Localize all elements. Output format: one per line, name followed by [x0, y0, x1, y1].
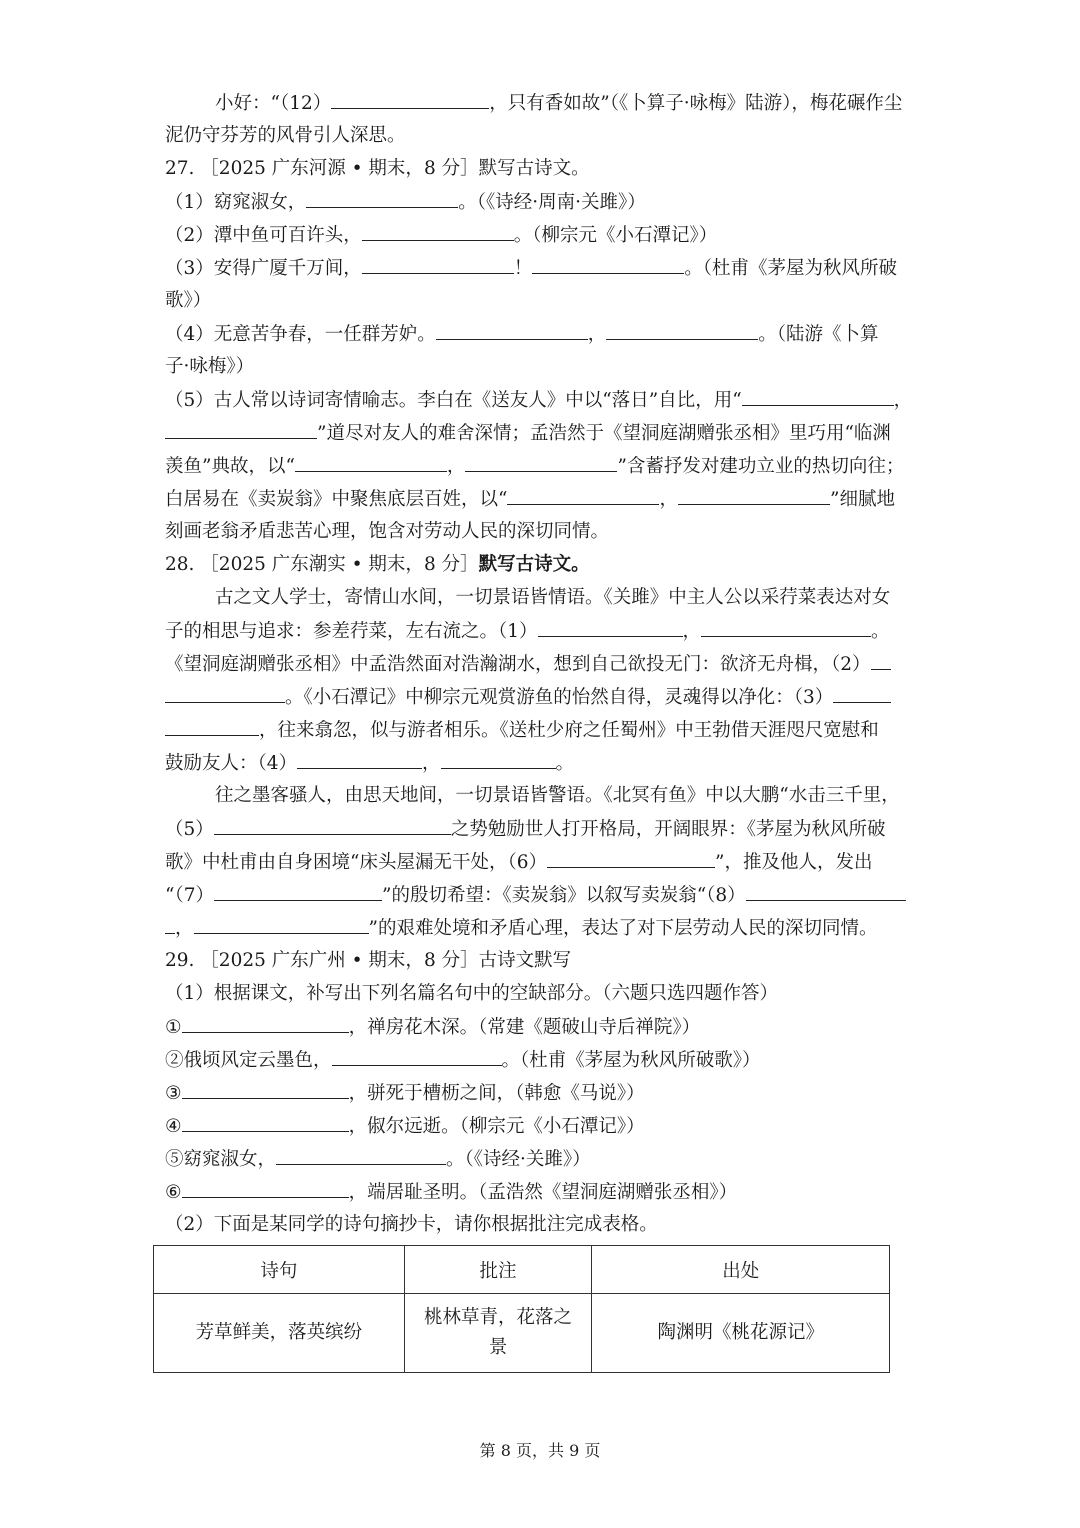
question-text: （2）潭中鱼可百许头，: [165, 225, 362, 246]
text-line: [165, 1043, 761, 1076]
answer-blank: [746, 878, 906, 901]
answer-blank: [436, 317, 588, 340]
answer-blank: [871, 647, 891, 670]
question-text: ！: [513, 258, 533, 279]
answer-blank: [833, 680, 891, 703]
question-text: ，: [175, 918, 194, 939]
text-line: [165, 449, 904, 482]
question-text: 29. ［2025 广东广州 • 期末，8 分］古诗文默写: [165, 950, 572, 971]
text-line: [165, 548, 590, 581]
question-text: ”的殷切希望：《卖炭翁》以叙写卖炭翁“（8）: [381, 885, 746, 906]
text-line: [165, 713, 879, 746]
text-line: [165, 878, 906, 911]
answer-blank: [332, 1043, 502, 1066]
text-line: [165, 614, 890, 647]
text-line: [215, 779, 900, 812]
question-text: 27. ［2025 广东河源 • 期末，8 分］默写古诗文。: [165, 158, 590, 179]
table-cell-annotation: 桃林草青，花落之景: [404, 1294, 592, 1373]
answer-blank: [194, 911, 369, 934]
question-text: （1）根据课文，补写出下列名篇名句中的空缺部分。（六题只选四题作答）: [165, 983, 779, 1004]
answer-blank: [606, 317, 758, 340]
answer-blank: [362, 218, 514, 241]
answer-blank: [182, 1010, 349, 1033]
question-text: ，: [893, 390, 913, 411]
question-text: 子·咏梅》）: [165, 356, 255, 377]
question-text: 子的相思与追求：参差荇菜，左右流之。（1）: [165, 621, 538, 642]
table-header-row: [154, 1246, 890, 1294]
text-line: [165, 482, 895, 515]
question-text: ”，推及他人，发出: [714, 852, 873, 873]
text-line: [165, 977, 778, 1010]
answer-blank: [165, 713, 259, 736]
question-text: 往之墨客骚人，由思天地间，一切景语皆警语。《北冥有鱼》中以大鹏“水击三千里，: [215, 785, 900, 806]
question-text: ，: [682, 621, 702, 642]
answer-blank: [182, 1175, 349, 1198]
answer-blank: [362, 251, 514, 274]
text-line: [165, 1010, 700, 1043]
question-text: ，禅房花木深。（常建《题破山寺后禅院》）: [348, 1017, 701, 1038]
text-line: [165, 1076, 645, 1109]
answer-blank: [276, 1142, 446, 1165]
question-text: 。（陆游《卜算: [758, 324, 879, 345]
text-line: [165, 416, 891, 449]
question-text: ”道尽对友人的难舍深情；孟浩然于《望洞庭湖赠张丞相》里巧用“临渊: [317, 423, 891, 444]
answer-blank: [214, 878, 382, 901]
answer-blank: [165, 911, 175, 934]
question-text: 古之文人学士，寄情山水间，一切景语皆情语。《关雎》中主人公以采荇菜表达对女: [215, 587, 891, 608]
text-line: [165, 185, 646, 218]
question-text: ，骈死于槽枥之间，（韩愈《马说》）: [348, 1083, 645, 1104]
answer-blank: [182, 1076, 349, 1099]
question-text: ，端居耻圣明。（孟浩然《望洞庭湖赠张丞相》）: [348, 1182, 738, 1203]
text-line: [165, 383, 912, 416]
text-line: [165, 911, 877, 944]
question-text: 。（《诗经·周南·关雎》）: [458, 192, 646, 213]
answer-blank: [547, 845, 715, 868]
question-text: ，俶尔远逝。（柳宗元《小石潭记》）: [348, 1116, 645, 1137]
question-text: ②俄顷风定云墨色，: [165, 1050, 332, 1071]
question-text: 小好：“（12）: [215, 93, 332, 114]
table-header-cell: 出处: [592, 1246, 890, 1294]
answer-blank: [538, 614, 683, 637]
question-text: ”细腻地: [829, 489, 895, 510]
text-line: [165, 1142, 591, 1175]
text-line: [165, 119, 406, 152]
answer-blank: [165, 416, 317, 439]
question-text: 歌》中杜甫由自身困境“床头屋漏无干处，（6）: [165, 852, 547, 873]
table-header-cell: 批注: [404, 1246, 592, 1294]
page-footer: 第 8 页，共 9 页: [479, 1441, 601, 1460]
text-line: [165, 218, 717, 251]
question-text: 歌》）: [165, 290, 212, 311]
text-line: [215, 581, 890, 614]
answer-blank: [214, 812, 451, 835]
text-line: [165, 680, 891, 713]
question-text: ⑤窈窕淑女，: [165, 1149, 277, 1170]
answer-blank: [701, 614, 871, 637]
question-text: 。（杜甫《茅屋为秋风所破: [684, 258, 898, 279]
answer-blank: [742, 383, 894, 406]
question-instruction: 默写古诗文。: [478, 554, 590, 575]
question-text: ，: [446, 456, 466, 477]
question-text: 。《小石潭记》中柳宗元观赏游鱼的怡然自得，灵魂得以净化：（3）: [285, 687, 834, 708]
question-text: ⑥: [165, 1182, 182, 1203]
question-text: （4）无意苦争春，一任群芳妒。: [165, 324, 436, 345]
answer-blank: [182, 1109, 349, 1132]
question-text: ，只有香如故”（《卜算子·咏梅》陆游），梅花碾作尘: [489, 93, 903, 114]
text-line: [165, 812, 886, 845]
text-line: [165, 152, 590, 185]
question-text: 28. ［2025 广东潮实 • 期末，8 分］: [165, 554, 479, 575]
question-text: ③: [165, 1083, 182, 1104]
question-text: （5）古人常以诗词寄情喻志。李白在《送友人》中以“落日”自比，用“: [165, 390, 742, 411]
table-row: [154, 1294, 890, 1373]
answer-blank: [297, 746, 422, 769]
question-text: ，往来翕忽，似与游者相乐。《送杜少府之任蜀州》中王勃借天涯咫尺宽慰和: [259, 720, 879, 741]
table-cell-verse: 芳草鲜美，落英缤纷: [154, 1294, 405, 1373]
answer-blank: [441, 746, 556, 769]
question-text: 。: [871, 621, 890, 642]
question-text: （1）窈窕淑女，: [165, 192, 307, 213]
answer-blank: [507, 482, 659, 505]
table-header-cell: 诗句: [154, 1246, 405, 1294]
question-text: ，: [659, 489, 678, 510]
question-text: 。（杜甫《茅屋为秋风所破歌》）: [501, 1050, 761, 1071]
text-line: [165, 317, 879, 350]
text-line: [165, 1208, 658, 1241]
text-line: [165, 1175, 737, 1208]
question-text: 。（柳宗元《小石潭记》）: [513, 225, 718, 246]
question-text: 泥仍守芬芳的风骨引人深思。: [165, 125, 406, 146]
text-line: [215, 86, 902, 119]
text-line: [165, 1109, 645, 1142]
question-text: ④: [165, 1116, 182, 1137]
text-line: [165, 515, 609, 548]
question-text: 《望洞庭湖赠张丞相》中孟浩然面对浩瀚湖水，想到自己欲投无门：欲济无舟楫，（2）: [165, 654, 871, 675]
answer-blank: [295, 449, 447, 472]
text-line: [165, 647, 891, 680]
question-text: ，: [422, 753, 441, 774]
question-text: 刻画老翁矛盾悲苦心理，饱含对劳动人民的深切同情。: [165, 521, 610, 542]
table-cell-source: 陶渊明《桃花源记》: [592, 1294, 890, 1373]
text-line: [165, 746, 574, 779]
answer-blank: [306, 185, 458, 208]
question-text: 之势勉励世人打开格局，开阔眼界：《茅屋为秋风所破: [450, 819, 886, 840]
question-text: （3）安得广厦千万间，: [165, 258, 362, 279]
answer-blank: [465, 449, 617, 472]
text-line: [165, 284, 211, 317]
question-text: 。（《诗经·关雎》）: [446, 1149, 591, 1170]
text-line: [165, 350, 254, 383]
answer-blank: [678, 482, 830, 505]
poem-card-table: [153, 1245, 890, 1373]
question-text: ，: [587, 324, 607, 345]
question-text: 鼓励友人：（4）: [165, 753, 298, 774]
answer-blank: [532, 251, 684, 274]
question-text: （2）下面是某同学的诗句摘抄卡，请你根据批注完成表格。: [165, 1214, 658, 1235]
answer-blank: [165, 680, 285, 703]
question-text: 白居易在《卖炭翁》中聚焦底层百姓，以“: [165, 489, 508, 510]
answer-blank: [331, 86, 489, 109]
question-text: ①: [165, 1017, 182, 1038]
question-text: （5）: [165, 819, 214, 840]
text-line: [165, 251, 897, 284]
text-line: [165, 944, 571, 977]
text-line: [165, 845, 872, 878]
question-text: 。: [555, 753, 575, 774]
question-text: ”含蓄抒发对建功立业的热切向往；: [617, 456, 905, 477]
question-text: ”的艰难处境和矛盾心理，表达了对下层劳动人民的深切同情。: [368, 918, 878, 939]
question-text: 羡鱼”典故，以“: [165, 456, 295, 477]
question-text: “（7）: [165, 885, 214, 906]
